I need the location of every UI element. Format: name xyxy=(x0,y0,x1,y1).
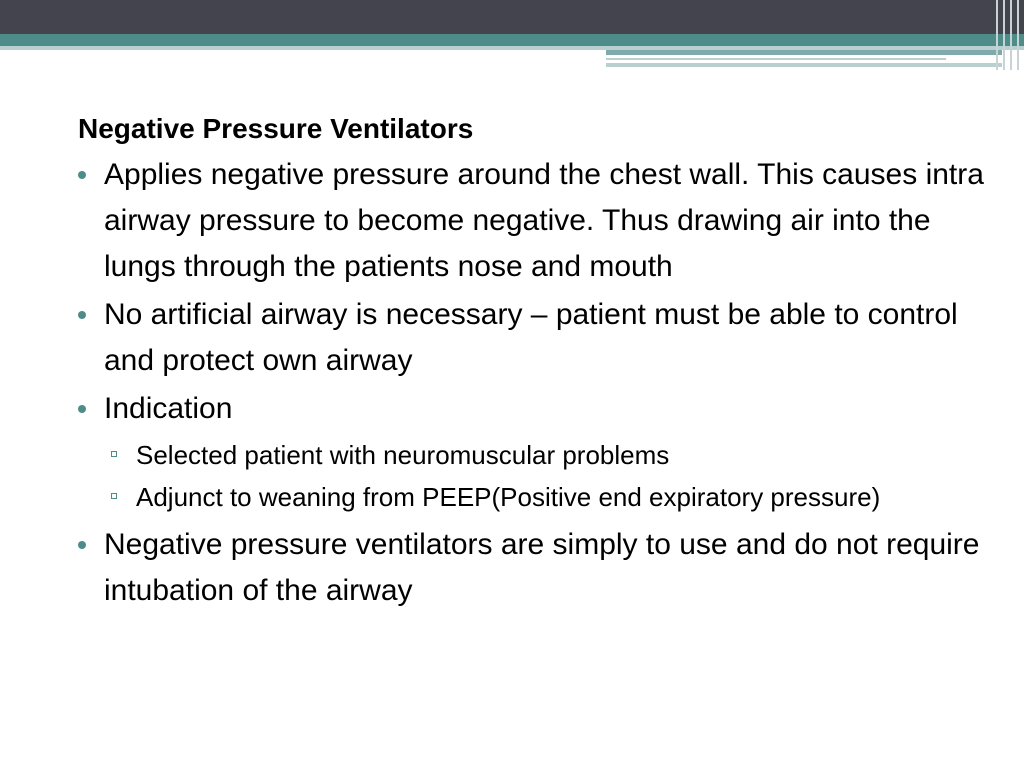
bullet-item xyxy=(78,522,998,614)
sub-bullet-square-icon xyxy=(111,451,117,457)
sub-bullet-text: Adjunct to weaning from PEEP(Positive end expiratory pressure) xyxy=(136,482,881,512)
sub-bullet-square-icon xyxy=(111,493,117,499)
sub-bullet-item xyxy=(78,476,998,518)
header-accent-line xyxy=(606,50,1002,55)
header-accent-line xyxy=(606,63,1002,67)
header-vertical-stripe xyxy=(1017,0,1019,70)
sub-bullet-text: Selected patient with neuromuscular problems xyxy=(136,440,670,470)
bullet-item xyxy=(78,152,998,290)
header-band-dark xyxy=(0,0,1024,34)
bullet-dot-icon xyxy=(78,171,86,179)
bullet-text: Indication xyxy=(104,392,233,425)
sub-bullet-item xyxy=(78,434,998,476)
bullet-text: Applies negative pressure around the chest wall. This causes intra airway pressure to become negative. Thus drawing air into the lungs through the patients nose and mouth xyxy=(104,158,984,283)
header-vertical-stripe xyxy=(1010,0,1012,70)
bullet-item xyxy=(78,386,998,432)
bullet-text: Negative pressure ventilators are simply to use and do not require intubation of the airway xyxy=(104,528,980,607)
bullet-dot-icon xyxy=(78,311,86,319)
header-band-teal xyxy=(0,34,1024,46)
bullet-text: No artificial airway is necessary – patient must be able to control and protect own airway xyxy=(104,298,958,377)
bullet-dot-icon xyxy=(78,405,86,413)
slide-heading: Negative Pressure Ventilators xyxy=(78,113,474,144)
header-accent-line xyxy=(606,58,946,60)
bullet-dot-icon xyxy=(78,541,86,549)
bullet-item xyxy=(78,292,998,384)
header-vertical-stripe xyxy=(996,0,998,70)
header-vertical-stripe xyxy=(1003,0,1005,70)
slide-content xyxy=(78,108,998,616)
